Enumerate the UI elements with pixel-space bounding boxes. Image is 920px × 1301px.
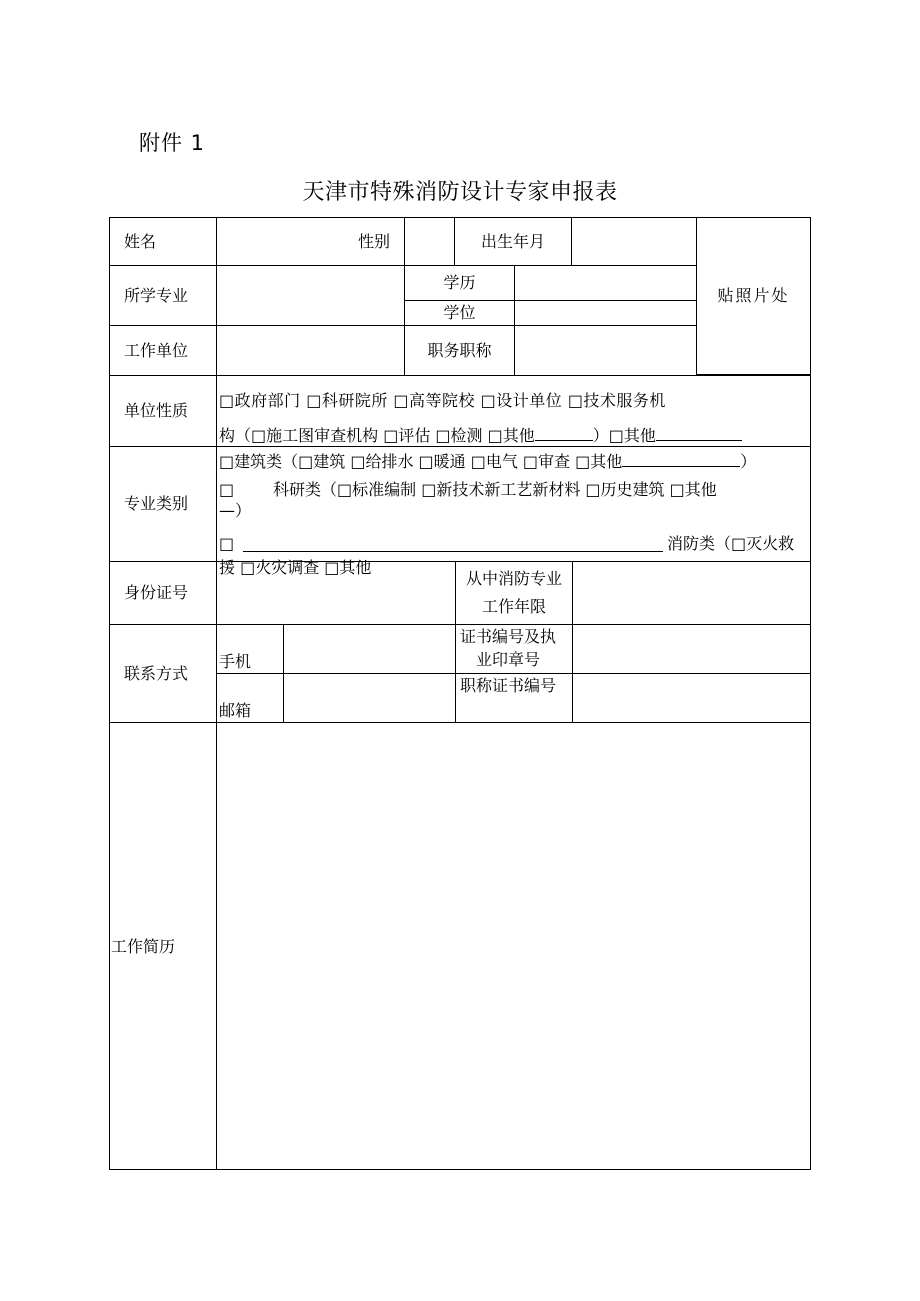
attachment-label: 附件 1 xyxy=(139,131,206,155)
job-title-field[interactable] xyxy=(514,325,697,376)
education-label: 学历 xyxy=(404,265,515,301)
degree-label: 学位 xyxy=(404,300,515,326)
unit-nature-label: 单位性质 xyxy=(109,375,217,447)
resume-label: 工作简历 xyxy=(111,937,176,956)
specialty-blank-line xyxy=(243,536,663,552)
phone-label-cell xyxy=(216,624,284,674)
specialty-options[interactable] xyxy=(216,446,811,577)
title-cert-field[interactable] xyxy=(572,673,811,723)
contact-label: 联系方式 xyxy=(109,624,217,723)
specialty-line-1[interactable]: □建筑类（□建筑 □给排水 □暖通 □电气 □审查 □其他 ） xyxy=(219,452,757,471)
photo-box-bottom xyxy=(696,325,811,376)
fire-years-field[interactable] xyxy=(572,561,811,625)
specialty-line-2[interactable]: 科研类（□标准编制 □新技术新工艺新材料 □历史建筑 □其他 xyxy=(273,480,717,499)
unit-nature-line-1[interactable]: □政府部门 □科研院所 □高等院校 □设计单位 □技术服务机 xyxy=(219,391,666,410)
birth-field[interactable] xyxy=(571,217,697,266)
id-number-field[interactable] xyxy=(216,561,456,625)
job-title-label: 职务职称 xyxy=(404,325,515,376)
phone-field[interactable] xyxy=(283,624,456,674)
education-field[interactable] xyxy=(514,265,697,301)
specialty-line-4[interactable]: 消防类（□灭火救 xyxy=(667,534,795,553)
gender-field[interactable] xyxy=(404,217,455,266)
title-cert-label: 职称证书编号 xyxy=(455,673,573,723)
unit-nature-line-2[interactable]: 构（□施工图审查机构 □评估 □检测 □其他 ）□其他 xyxy=(219,425,742,446)
birth-label: 出生年月 xyxy=(454,217,572,266)
resume-field[interactable] xyxy=(216,722,811,1170)
specialty-line-5: 援 □火灾调查 □其他 xyxy=(219,558,372,577)
cert-number-label: 证书编号及执 业印章号 xyxy=(455,624,573,674)
cert-number-field[interactable] xyxy=(572,624,811,674)
photo-box: 贴照片处 xyxy=(696,217,811,375)
phone-label: 手机 xyxy=(219,652,252,671)
form-title: 天津市特殊消防设计专家申报表 xyxy=(302,180,618,205)
specialty-line-3: —） xyxy=(219,501,252,520)
email-label: 邮箱 xyxy=(219,701,252,720)
application-form xyxy=(109,217,811,1170)
employer-field[interactable] xyxy=(216,325,405,376)
email-field[interactable] xyxy=(283,673,456,723)
name-field[interactable] xyxy=(216,217,405,266)
specialty-line-2-box[interactable]: □ xyxy=(219,480,235,499)
name-label: 姓名 xyxy=(109,217,217,266)
specialty-line-4-box[interactable]: □ xyxy=(219,534,235,553)
fire-years-label: 从中消防专业 工作年限 xyxy=(455,561,573,625)
resume-label-cell xyxy=(109,722,217,1170)
unit-nature-options[interactable] xyxy=(216,375,811,447)
id-number-label: 身份证号 xyxy=(109,561,217,625)
email-label-cell xyxy=(216,673,284,723)
gender-label: 性别 xyxy=(357,232,390,251)
major-field[interactable] xyxy=(216,265,405,326)
major-label: 所学专业 xyxy=(109,265,217,326)
employer-label: 工作单位 xyxy=(109,325,217,376)
degree-field[interactable] xyxy=(514,300,697,326)
specialty-label: 专业类别 xyxy=(109,446,217,562)
